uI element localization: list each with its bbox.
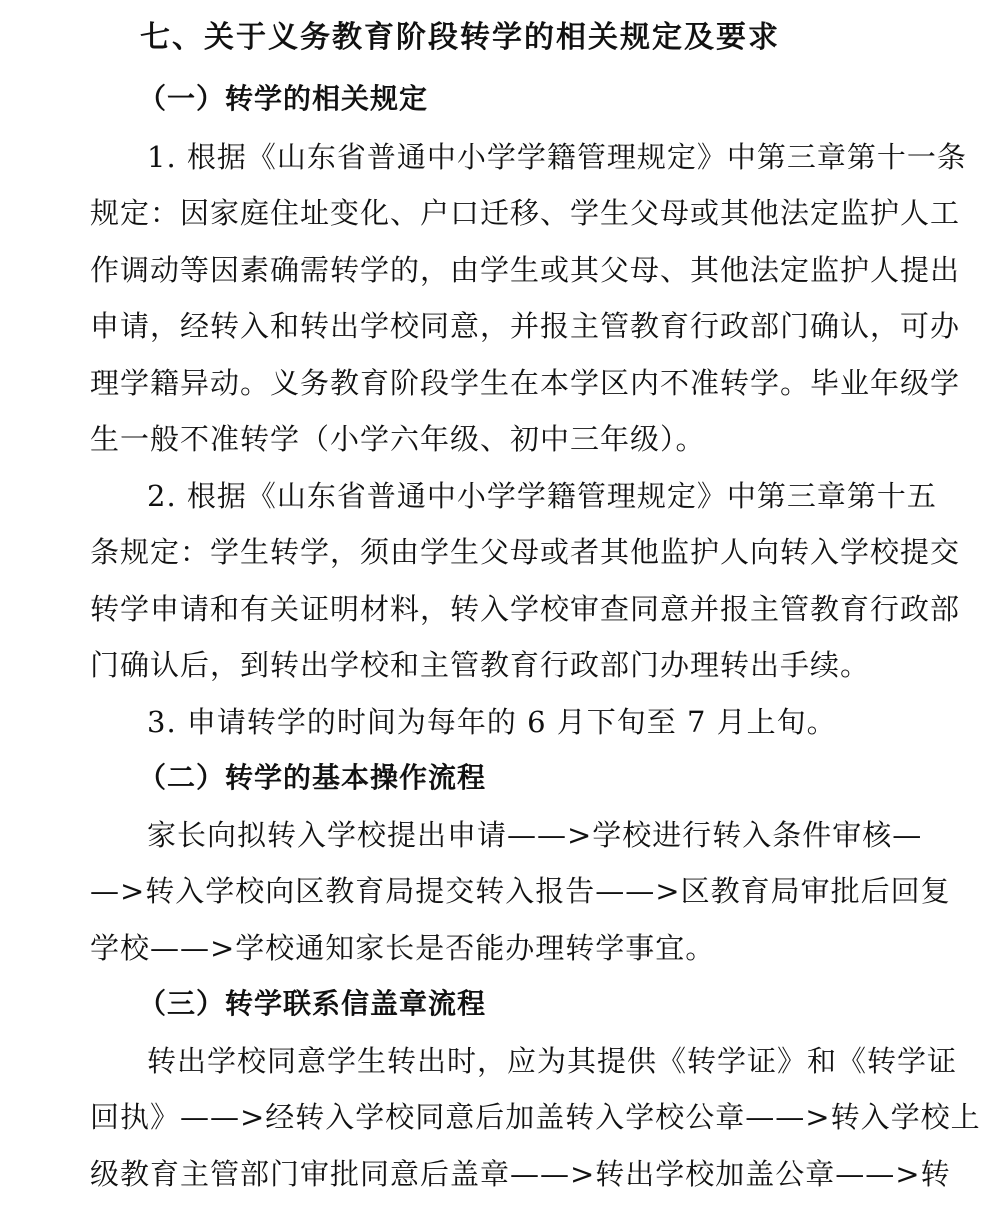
paragraph-line: 转出学校同意学生转出时，应为其提供《转学证》和《转学证 xyxy=(147,1044,958,1078)
section-heading-2: （二）转学的基本操作流程 xyxy=(138,761,487,794)
paragraph-line: 2. 根据《山东省普通中小学学籍管理规定》中第三章第十五 xyxy=(147,479,937,513)
paragraph-line: 级教育主管部门审批同意后盖章——>转出学校加盖公章——>转 xyxy=(90,1157,951,1191)
paragraph-line: —>转入学校向区教育局提交转入报告——>区教育局审批后回复 xyxy=(90,874,951,908)
paragraph-line: 转学申请和有关证明材料，转入学校审查同意并报主管教育行政部 xyxy=(90,592,961,626)
paragraph-line: 1. 根据《山东省普通中小学学籍管理规定》中第三章第十一条 xyxy=(147,140,967,174)
section-heading-3: （三）转学联系信盖章流程 xyxy=(138,987,487,1020)
paragraph-line: 条规定：学生转学，须由学生父母或者其他监护人向转入学校提交 xyxy=(90,535,961,569)
paragraph-line: 回执》——>经转入学校同意后加盖转入学校公章——>转入学校上 xyxy=(90,1100,981,1134)
paragraph-line: 家长向拟转入学校提出申请——>学校进行转入条件审核— xyxy=(147,818,923,852)
paragraph-line: 理学籍异动。义务教育阶段学生在本学区内不准转学。毕业年级学 xyxy=(90,366,961,400)
paragraph-line: 规定：因家庭住址变化、户口迁移、学生父母或其他法定监护人工 xyxy=(90,196,961,230)
paragraph-line: 门确认后，到转出学校和主管教育行政部门办理转出手续。 xyxy=(90,648,871,682)
paragraph-line: 3. 申请转学的时间为每年的 6 月下旬至 7 月上旬。 xyxy=(147,705,837,739)
paragraph-line: 作调动等因素确需转学的，由学生或其父母、其他法定监护人提出 xyxy=(90,253,961,287)
paragraph-line: 学校——>学校通知家长是否能办理转学事宜。 xyxy=(90,931,716,965)
paragraph-line: 生一般不准转学（小学六年级、初中三年级）。 xyxy=(90,422,706,456)
paragraph-line: 申请，经转入和转出学校同意，并报主管教育行政部门确认，可办 xyxy=(90,309,961,343)
section-heading-1: （一）转学的相关规定 xyxy=(138,82,429,115)
document-title: 七、关于义务教育阶段转学的相关规定及要求 xyxy=(140,20,780,55)
